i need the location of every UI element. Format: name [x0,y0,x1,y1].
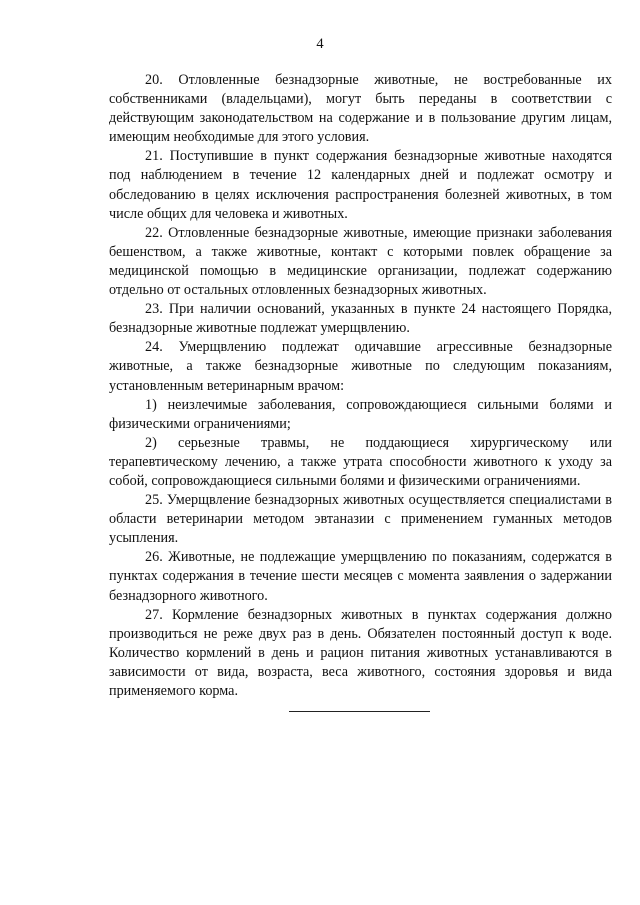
paragraph-26: 26. Животные, не подлежащие умерщвлению по показаниям, содержатся в пунктах содержания в течение шести месяцев с момента заявления о задержании безнадзорного животного. [109,549,612,604]
paragraph-21: 21. Поступившие в пункт содержания безнадзорные животные находятся под наблюдением в течение 12 календарных дней и подлежат осмотру и обследованию в целях исключения распространения болезней животных, в том числе общих для человека и животных. [109,148,612,222]
end-of-document-divider [289,711,430,712]
paragraph-25: 25. Умерщвление безнадзорных животных осуществляется специалистами в области ветеринарии методом эвтаназии с применением гуманных методов усыпления. [109,492,612,547]
paragraph-22: 22. Отловленные безнадзорные животные, имеющие признаки заболевания бешенством, а также животные, контакт с которыми повлек обращение за медицинской помощью в медицинские организации, подлежат содержанию отдельно от остальных отловленных безнадзорных животных. [109,224,612,299]
paragraph-24-item-2: 2) серьезные травмы, не поддающиеся хирургическому или терапевтическому лечению, а также утрата способности животного к уходу за собой, сопровождающиеся сильными болями и физическими ограничениями. [109,434,612,489]
paragraph-24-item-1: 1) неизлечимые заболевания, сопровождающиеся сильными болями и физическими ограничениями; [109,396,612,432]
paragraph-20: 20. Отловленные безнадзорные животные, не востребованные их собственниками (владельцами), могут быть переданы в соответствии с действующим законодательством на содержание и в пользование другим лицам, имеющим необходимые для этого условия. [109,72,612,146]
page-number: 4 [316,36,324,52]
paragraph-27: 27. Кормление безнадзорных животных в пунктах содержания должно производиться не реже двух раз в день. Обязателен постоянный доступ к воде. Количество кормлений в день и рацион питания животных устанавливаются в зависимости от вида, возраста, веса животного, состояния здоровья и вида применяемого корма. [109,606,612,699]
document-body [109,71,612,701]
paragraph-23: 23. При наличии оснований, указанных в пункте 24 настоящего Порядка, безнадзорные животные подлежат умерщвлению. [109,301,612,337]
paragraph-24: 24. Умерщвлению подлежат одичавшие агрессивные безнадзорные животные, а также безнадзорные животные по следующим показаниям, установленным ветеринарным врачом: [109,339,612,394]
